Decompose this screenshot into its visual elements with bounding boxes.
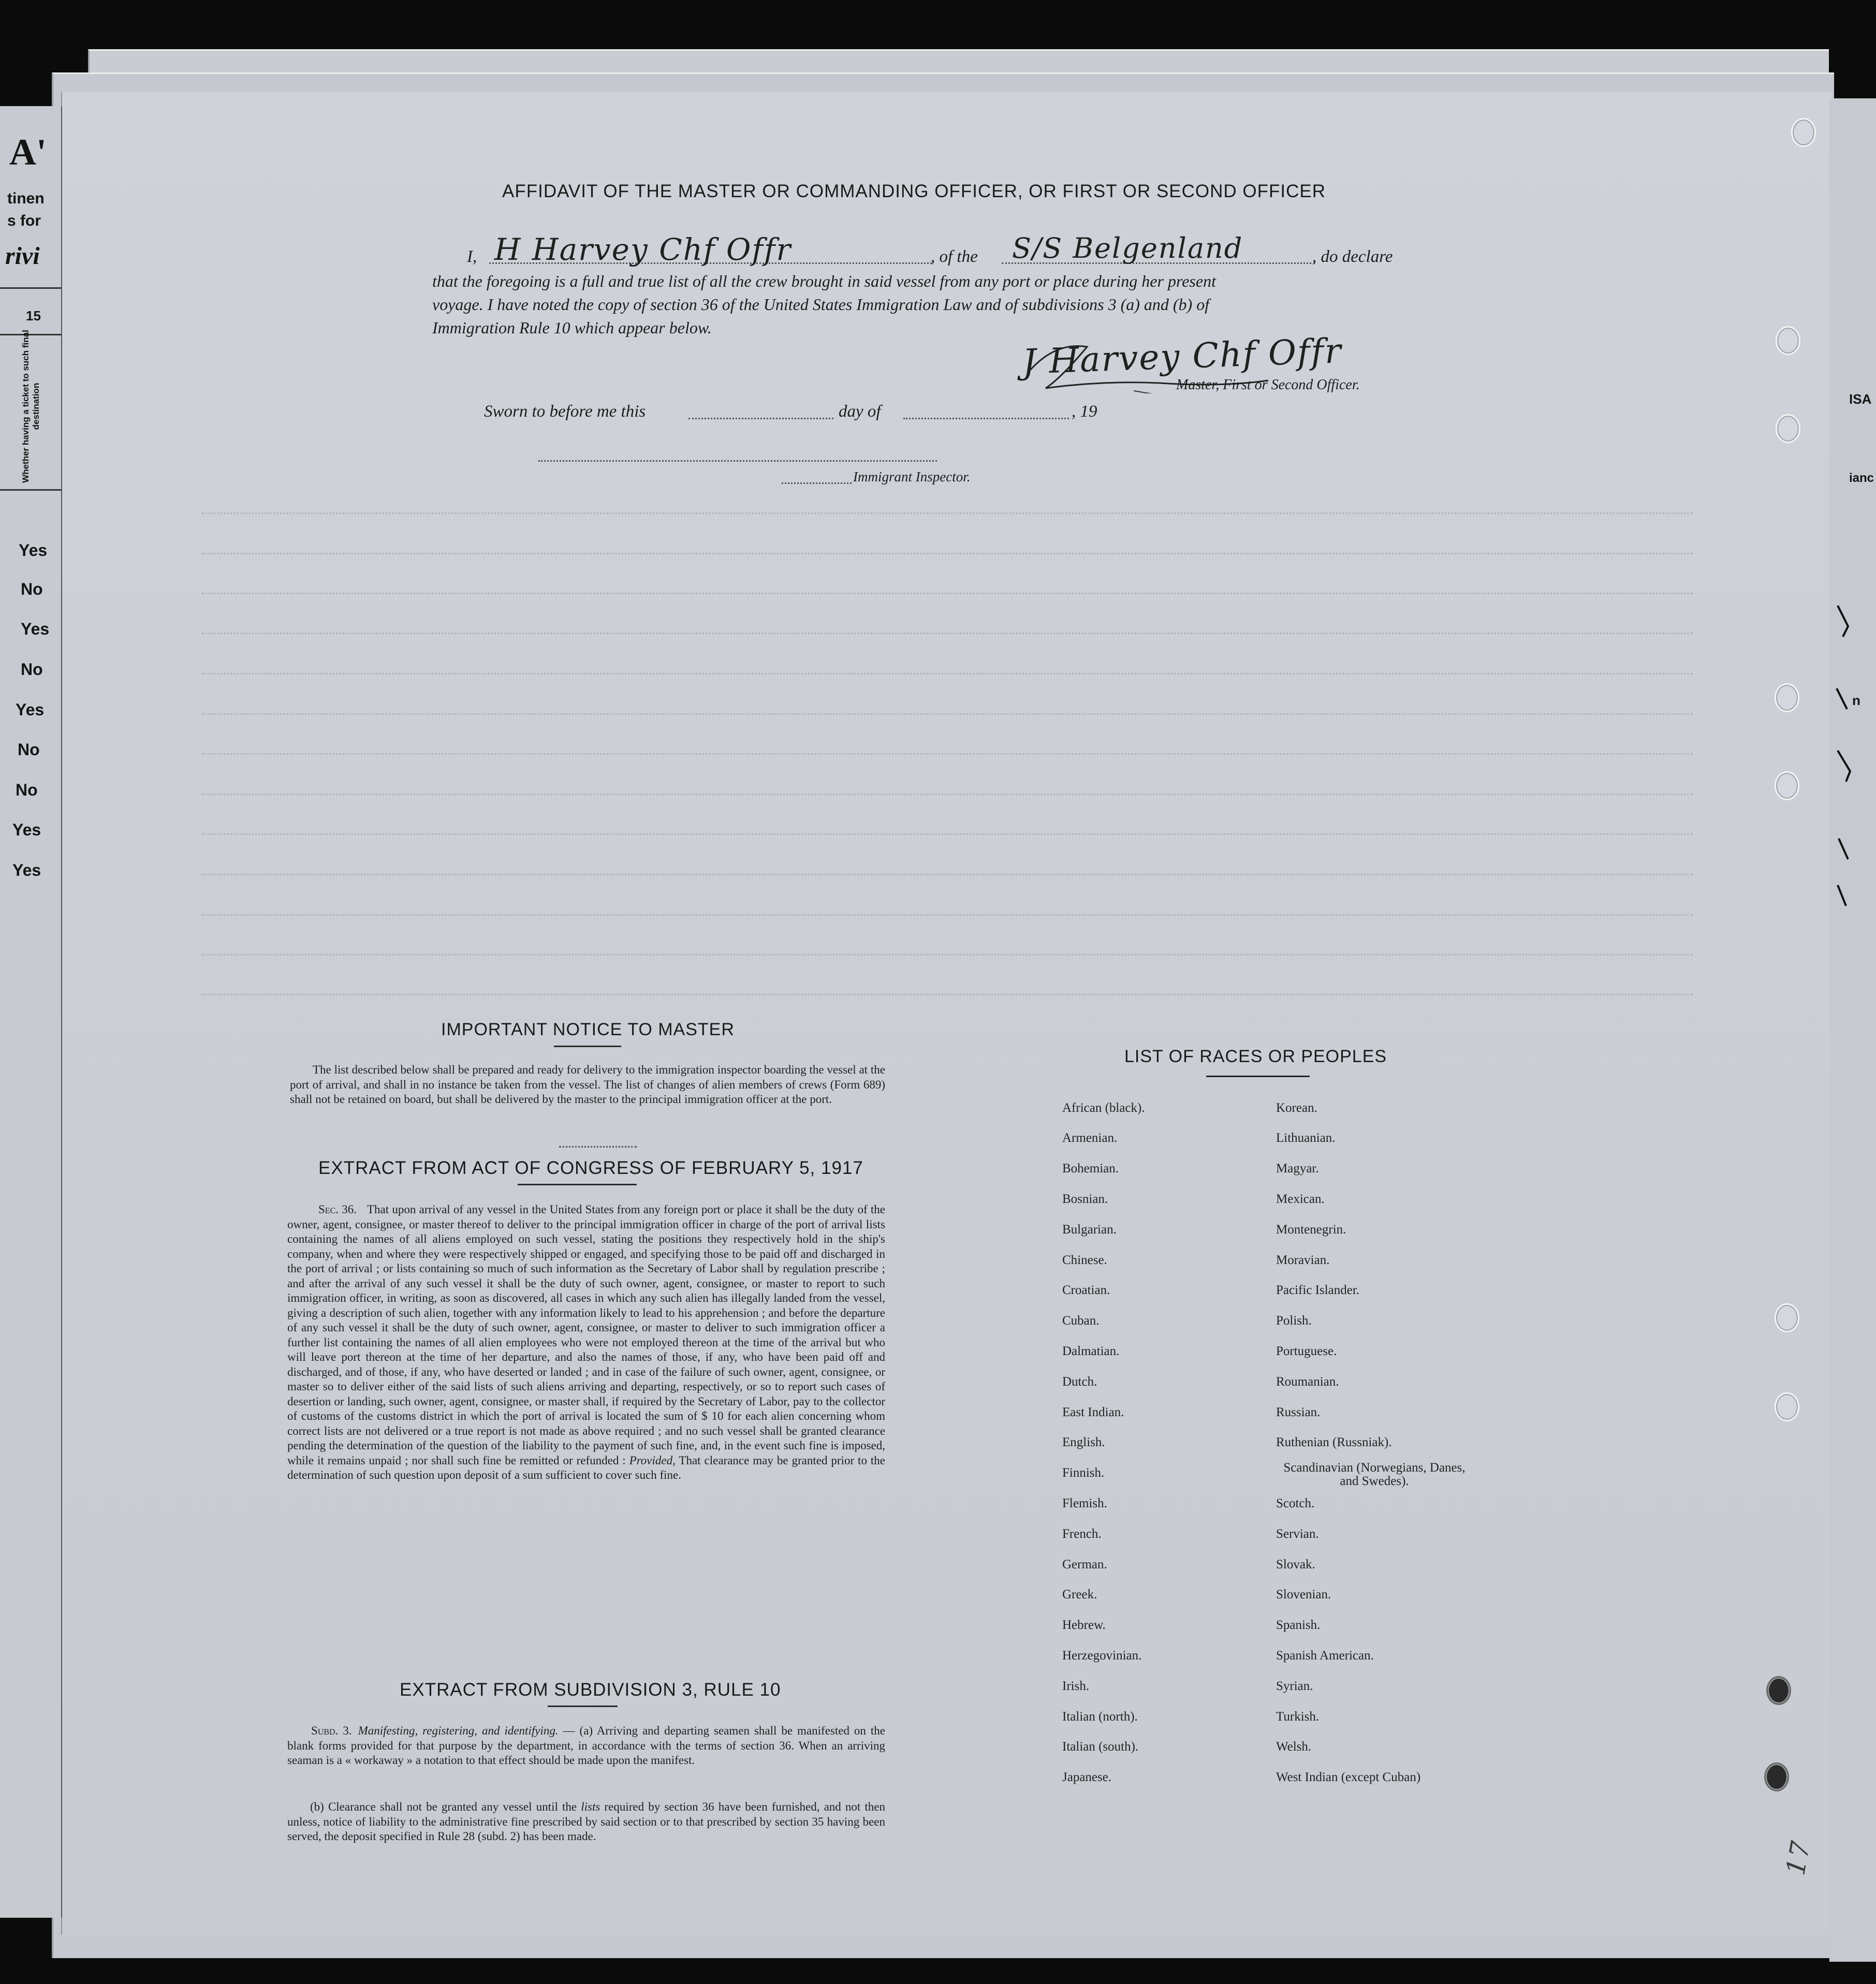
corner-page-mark: 17 <box>1780 1838 1816 1878</box>
inspector-line-short <box>782 481 852 484</box>
race-item: Magyar. <box>1276 1162 1319 1175</box>
affidavit-title: AFFIDAVIT OF THE MASTER OR COMMANDING OFFICER, OR FIRST OR SECOND OFFICER <box>502 181 1326 201</box>
race-item: Slovenian. <box>1276 1588 1331 1601</box>
bleed-through-row <box>202 954 1693 958</box>
of-the-label: , of the <box>931 247 978 266</box>
answer-no: No <box>21 580 43 598</box>
affidavit-line-2: that the foregoing is a full and true list of all the crew brought in said vessel from any port or place during her present <box>432 272 1216 290</box>
rule-extract-title: EXTRACT FROM SUBDIVISION 3, RULE 10 <box>400 1680 781 1700</box>
race-item: Dalmatian. <box>1062 1344 1120 1358</box>
race-item: Syrian. <box>1276 1679 1313 1693</box>
sworn-month-line <box>903 417 1069 419</box>
race-item: Bosnian. <box>1062 1192 1108 1206</box>
section-36-body: That upon arrival of any vessel in the United States from any foreign port or place it shall be the duty of the owner, agent, consignee, or master thereof to deliver to the principal immigration officer in charge of the port of arrival lists containing the names of all aliens employed on such vessel, stating the positions they respectively hold in the ship's company, when and where they were respectively shipped or engaged, and specifying those to be paid off and discharged in the port of arrival ; or lists containing so much of such information as the Secretary of Labor shall by regulation prescribe ; and after the arrival of any such vessel it shall be the duty of such owner, agent, consignee, or master to report to such immigration officer, in writing, as soon as discovered, all cases in which any such alien has illegally landed from the vessel, giving a description of such alien, together with any information likely to lead to his apprehension ; and before the departure of any such vessel it shall be the duty of such owner, agent, consignee, or master to deliver to such immigration officer a further list containing the names of all alien employees who were not employed thereon at the time of the arrival but who will leave port thereon at the time of her departure, and also the names of those, if any, who have been paid off and discharged, and of those, if any, who have deserted or landed ; and in case of the failure of such owner, agent, consignee, or master so to deliver either of the said lists of such aliens arriving and departing, respectively, or so to report such cases of desertion or landing, such owner, agent, consignee, or master shall, if required by the Secretary of Labor, pay to the collector of customs of the customs district in which the port of arrival is located the sum of $ 10 for each alien concerning whom correct lists are not delivered or a true report is not made as above required ; and no such vessel shall be granted clearance pending the determination of the question of the liability to the payment of such fine, and, in the event such fine is imposed, while it remains unpaid ; nor shall such fine be remitted or refunded : <box>287 1203 885 1467</box>
strip-fragment: n <box>1852 693 1860 708</box>
races-title: LIST OF RACES OR PEOPLES <box>1124 1047 1387 1066</box>
subd-label: Subd. 3. <box>311 1724 352 1737</box>
strip-divider <box>0 489 61 491</box>
answer-no: No <box>21 660 43 679</box>
act-extract-title: EXTRACT FROM ACT OF CONGRESS OF FEBRUARY 5, 1917 <box>318 1158 863 1178</box>
bleed-through-row <box>202 833 1693 837</box>
race-item: Scotch. <box>1276 1496 1315 1510</box>
rule-extract-para-b <box>287 1800 885 1844</box>
sworn-day-label: day of <box>839 402 881 421</box>
answer-yes: Yes <box>16 700 45 719</box>
provided-label: Provided, <box>629 1453 676 1467</box>
race-item: Ruthenian (Russniak). <box>1276 1435 1392 1449</box>
race-item: Servian. <box>1276 1527 1319 1541</box>
race-item: Chinese. <box>1062 1253 1107 1267</box>
race-item: Italian (south). <box>1062 1740 1139 1754</box>
column-number: 15 <box>26 308 41 324</box>
bleed-through-row <box>202 914 1693 918</box>
strip-fragment: ISA <box>1849 391 1872 407</box>
bleed-through-row <box>202 673 1693 677</box>
provided-text: That clearance may be granted prior to the determination of such question upon deposit of a sum sufficient to cover such fine. <box>287 1453 886 1481</box>
race-item: Croatian. <box>1062 1283 1110 1297</box>
race-item: Herzegovinian. <box>1062 1649 1142 1663</box>
para-b-lists: lists <box>581 1800 600 1813</box>
answer-no: No <box>18 740 40 759</box>
race-item: Bohemian. <box>1062 1162 1119 1175</box>
do-declare-label: , do declare <box>1312 247 1393 266</box>
binding-hole <box>1791 118 1816 147</box>
race-item: Moravian. <box>1276 1253 1330 1267</box>
bleed-through-row <box>202 512 1693 516</box>
left-page-strip <box>0 106 62 1918</box>
race-item: Irish. <box>1062 1679 1090 1693</box>
bleed-through-row <box>202 713 1693 717</box>
rule-extract-para-a <box>287 1724 885 1768</box>
answer-yes: Yes <box>19 541 48 560</box>
races-title-rule <box>1206 1076 1310 1077</box>
race-item: Korean. <box>1276 1101 1317 1115</box>
race-item: Scandinavian (Norwegians, Danes, and Swedes). <box>1283 1461 1465 1488</box>
notice-title: IMPORTANT NOTICE TO MASTER <box>441 1020 735 1039</box>
notice-text: The list described below shall be prepared and ready for delivery to the immigration inspector boarding the vessel at the port of arrival, and shall in no instance be taken from the vessel. The list of changes of alien members of crews (Form 689) shall not be retained on board, but shall be delivered by the master to the principal immigration officer at the port. <box>290 1063 885 1106</box>
race-item: French. <box>1062 1527 1102 1541</box>
para-b-rest: required by section 36 have been furnished, and not then unless, notice of liability to the administrative fine prescribed by said section or to that prescribed by section 35 having been served, the deposit specified in Rule 28 (subd. 2) has been made. <box>287 1800 886 1843</box>
race-item: Armenian. <box>1062 1131 1118 1145</box>
bleed-through-row <box>202 994 1693 997</box>
race-item: Dutch. <box>1062 1375 1097 1389</box>
race-item: Italian (north). <box>1062 1710 1138 1724</box>
column-header: Whether having a ticket to such final destination <box>21 330 41 483</box>
race-item: Spanish. <box>1276 1618 1321 1632</box>
subd-heading: Manifesting, registering, and identifying. <box>358 1724 559 1737</box>
affidavit-line-4: Immigration Rule 10 which appear below. <box>432 318 712 337</box>
bleed-through-row <box>202 593 1693 596</box>
inspector-signature-line <box>538 459 937 462</box>
strip-fragment: s for <box>7 212 41 229</box>
race-item: Polish. <box>1276 1314 1312 1328</box>
answer-no: No <box>16 781 38 799</box>
binding-hole <box>1776 414 1800 443</box>
answer-yes: Yes <box>12 861 41 879</box>
rule-extract-title-rule <box>548 1706 618 1707</box>
strip-fragment: rivi <box>5 242 40 270</box>
affidavit-intro-prefix: I, <box>467 247 477 266</box>
strip-fragment: ianc <box>1849 471 1874 485</box>
act-extract-text <box>287 1202 885 1483</box>
answer-yes: Yes <box>21 620 50 638</box>
sworn-prefix: Sworn to before me this <box>484 402 646 421</box>
strip-fragment: A' <box>9 131 47 173</box>
binding-hole <box>1764 1762 1789 1791</box>
section-label: Sec. 36. <box>318 1203 357 1216</box>
notice-separator <box>559 1145 637 1148</box>
race-item: Turkish. <box>1276 1710 1320 1724</box>
race-item: Russian. <box>1276 1405 1321 1419</box>
bleed-through-row <box>202 874 1693 877</box>
answer-yes: Yes <box>12 820 41 839</box>
race-item: Cuban. <box>1062 1314 1100 1328</box>
binding-hole <box>1776 326 1800 355</box>
race-item: Flemish. <box>1062 1496 1107 1510</box>
margin-check-marks <box>1827 595 1869 916</box>
manifest-page <box>61 92 1833 1935</box>
race-item: Spanish American. <box>1276 1649 1374 1663</box>
race-item: East Indian. <box>1062 1405 1124 1419</box>
race-item: German. <box>1062 1557 1107 1571</box>
notice-title-rule <box>554 1046 621 1047</box>
binding-hole <box>1775 683 1799 712</box>
strip-divider <box>0 287 61 289</box>
bleed-through-row <box>202 633 1693 636</box>
race-item: Lithuanian. <box>1276 1131 1336 1145</box>
race-item: Finnish. <box>1062 1466 1105 1480</box>
subd-para-a-text: — (a) Arriving and departing seamen shall be manifested on the blank forms provided for that purpose by the department, in accordance with the terms of section 36. When an arriving seaman is a « workaway » a notation to that effect should be made upon the manifest. <box>287 1724 886 1767</box>
affidavit-line-3: voyage. I have noted the copy of section 36 of the United States Immigration Law and of subdivisions 3 (a) and (b) of <box>432 295 1210 314</box>
binding-hole <box>1775 1303 1799 1332</box>
para-b-prefix: (b) Clearance shall not be granted any vessel until the <box>310 1800 577 1813</box>
race-item: Portuguese. <box>1276 1344 1337 1358</box>
inspector-caption: Immigrant Inspector. <box>853 469 971 484</box>
race-item: Montenegrin. <box>1276 1223 1346 1237</box>
binding-hole <box>1775 1392 1799 1421</box>
race-item: Bulgarian. <box>1062 1223 1117 1237</box>
sworn-day-line <box>688 417 833 419</box>
race-item: English. <box>1062 1435 1105 1449</box>
race-item: Roumanian. <box>1276 1375 1339 1389</box>
bleed-through-row <box>202 553 1693 556</box>
race-item: Welsh. <box>1276 1740 1312 1754</box>
binding-hole <box>1766 1676 1791 1705</box>
strip-fragment: tinen <box>7 190 45 207</box>
bleed-through-row <box>202 793 1693 797</box>
race-item: Greek. <box>1062 1588 1097 1601</box>
right-page-strip <box>1829 98 1876 1962</box>
officer-signature: J Harvey Chf Offr <box>1021 331 1343 382</box>
vessel-name-handwritten: S/S Belgenland <box>1012 232 1243 264</box>
race-item: West Indian (except Cuban) <box>1276 1770 1421 1784</box>
signature-caption: Master, First or Second Officer. <box>1176 377 1360 393</box>
officer-name-handwritten: H Harvey Chf Offr <box>494 232 792 267</box>
race-item: Japanese. <box>1062 1770 1112 1784</box>
race-item: African (black). <box>1062 1101 1145 1115</box>
act-extract-title-rule <box>518 1184 637 1185</box>
binding-hole <box>1775 771 1799 800</box>
race-item: Hebrew. <box>1062 1618 1106 1632</box>
sworn-year-label: , 19 <box>1072 402 1097 421</box>
race-item: Mexican. <box>1276 1192 1325 1206</box>
bleed-through-row <box>202 753 1693 757</box>
race-item: Pacific Islander. <box>1276 1283 1360 1297</box>
race-item: Slovak. <box>1276 1557 1315 1571</box>
